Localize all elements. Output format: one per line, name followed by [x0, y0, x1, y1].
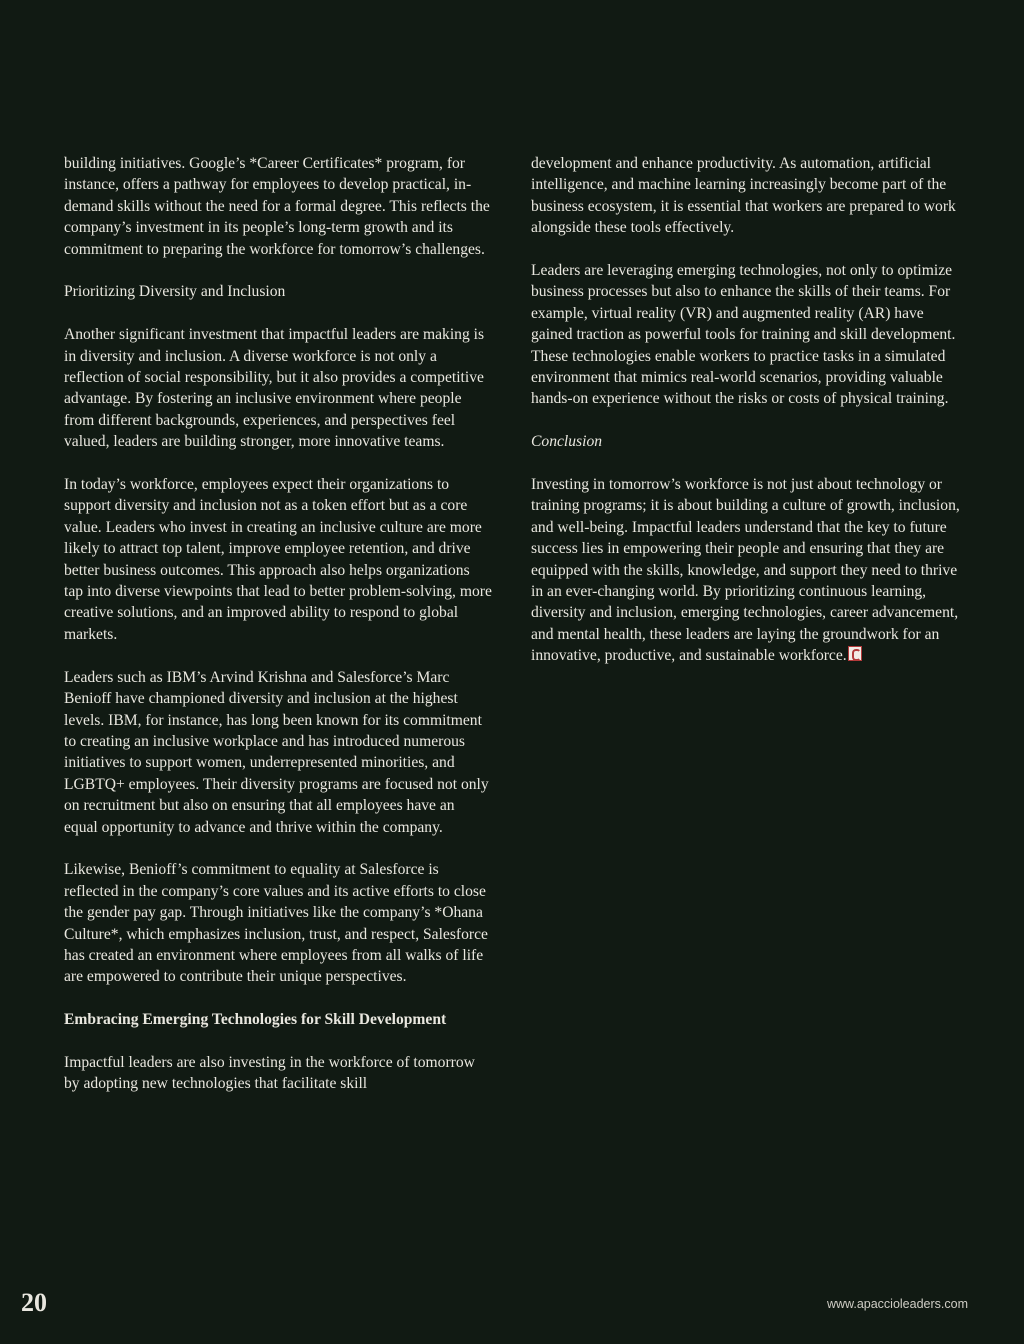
paragraph: Likewise, Benioff’s commitment to equality at Salesforce is reflected in the company’s core values and its active efforts to close the gender pay gap. Through initiatives like the company’s *Ohana Culture*, which emphasizes inclusion, trust, and respect, Salesforce has created an environment where employees from all walks of life are empowered to contribute their unique perspectives.: [64, 861, 488, 986]
paragraph: development and enhance productivity. As automation, artificial intelligence, and machine learning increasingly become part of the business ecosystem, it is essential that workers are prepared to work alongside these tools effectively.: [531, 155, 956, 237]
paragraph-text: Investing in tomorrow’s workforce is not just about technology or training programs; it is about building a culture of growth, inclusion, and well-being. Impactful leaders understand that the key to future success lies in empowering their people and ensuring that they are equipped with the skills, knowledge, and support they need to thrive in an ever-changing world. By prioritizing continuous learning, diversity and inclusion, emerging technologies, career advancement, and mental health, these leaders are laying the groundwork for an innovative, productive, and sustainable workforce.: [531, 476, 960, 665]
paragraph: Leaders such as IBM’s Arvind Krishna and Salesforce’s Marc Benioff have championed diversity and inclusion at the highest levels. IBM, for instance, has long been known for its commitment to creating an inclusive workplace and has introduced numerous initiatives to support women, underrepresented minorities, and LGBTQ+ employees. Their diversity programs are focused not only on recruitment but also on ensuring that all employees have an equal opportunity to advance and thrive within the company.: [64, 668, 489, 836]
paragraph: In today’s workforce, employees expect their organizations to support diversity and inclusion not as a token effort but as a core value. Leaders who invest in creating an inclusive culture are more likely to attract top talent, improve employee retention, and drive better business outcomes. This approach also helps organizations tap into diverse viewpoints that lead to better problem-solving, more creative solutions, and an improved ability to respond to global markets.: [64, 476, 492, 643]
paragraph: Leaders are leveraging emerging technologies, not only to optimize business processes but also to enhance the skills of their teams. For example, virtual reality (VR) and augmented reality (AR) have gained traction as powerful tools for training and skill development. These technologies enable workers to practice tasks in a simulated environment that mimics real-world scenarios, providing valuable hands-on experience without the risks or costs of physical training.: [531, 262, 956, 408]
paragraph: building initiatives. Google’s *Career Certificates* program, for instance, offers a pathway for employees to develop practical, in-demand skills without the need for a formal degree. This reflects the company’s investment in its people’s long-term growth and its commitment to preparing the workforce for tomorrow’s challenges.: [64, 155, 490, 258]
section-heading: Embracing Emerging Technologies for Skill Development: [64, 1011, 447, 1029]
footer-website: www.apaccioleaders.com: [826, 1297, 968, 1311]
end-of-article-icon: [848, 646, 862, 661]
page-number: 20: [21, 1288, 47, 1317]
conclusion-paragraph: [531, 474, 963, 667]
paragraph: Another significant investment that impactful leaders are making is in diversity and inclusion. A diverse workforce is not only a reflection of social responsibility, but it also provides a competitive advantage. By fostering an inclusive environment where people from different backgrounds, experiences, and perspectives feel valued, leaders are building stronger, more innovative teams.: [64, 326, 485, 451]
section-subheading: Prioritizing Diversity and Inclusion: [64, 283, 286, 301]
article-left-column: [64, 153, 492, 1116]
conclusion-heading: Conclusion: [531, 433, 603, 451]
article-right-column: [531, 153, 963, 688]
paragraph: Impactful leaders are also investing in the workforce of tomorrow by adopting new technologies that facilitate skill: [64, 1053, 475, 1093]
